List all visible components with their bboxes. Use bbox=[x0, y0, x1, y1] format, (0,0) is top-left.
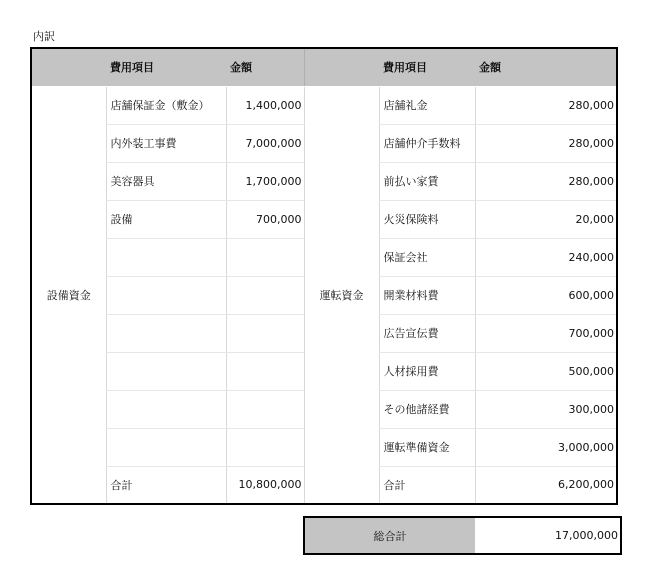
left-subtotal-value: 10,800,000 bbox=[226, 466, 304, 504]
left-item-cell bbox=[106, 390, 226, 428]
right-subtotal-value: 6,200,000 bbox=[475, 466, 617, 504]
right-amount-cell: 300,000 bbox=[475, 390, 617, 428]
left-amount-cell: 1,700,000 bbox=[226, 162, 304, 200]
header-amount-right: 金額 bbox=[475, 48, 617, 86]
left-amount-cell: 7,000,000 bbox=[226, 124, 304, 162]
right-item-cell: 店舗礼金 bbox=[379, 86, 475, 124]
right-amount-cell: 280,000 bbox=[475, 124, 617, 162]
grand-total-value: 17,000,000 bbox=[555, 529, 618, 542]
left-amount-cell bbox=[226, 428, 304, 466]
left-amount-cell bbox=[226, 390, 304, 428]
caption: 内訳 bbox=[33, 30, 55, 43]
right-item-cell: 火災保険料 bbox=[379, 200, 475, 238]
left-item-cell bbox=[106, 238, 226, 276]
right-amount-cell: 700,000 bbox=[475, 314, 617, 352]
left-amount-cell bbox=[226, 314, 304, 352]
right-amount-cell: 280,000 bbox=[475, 162, 617, 200]
left-amount-cell bbox=[226, 276, 304, 314]
grand-total-table bbox=[303, 516, 622, 555]
right-item-cell: 広告宣伝費 bbox=[379, 314, 475, 352]
header-item-left: 費用項目 bbox=[106, 48, 226, 86]
right-item-cell: 保証会社 bbox=[379, 238, 475, 276]
left-subtotal-label: 合計 bbox=[106, 466, 226, 504]
left-item-cell bbox=[106, 352, 226, 390]
table-header-row bbox=[31, 48, 617, 86]
right-amount-cell: 20,000 bbox=[475, 200, 617, 238]
header-group-left bbox=[31, 48, 106, 86]
left-amount-cell: 1,400,000 bbox=[226, 86, 304, 124]
table-row bbox=[31, 86, 617, 124]
right-amount-cell: 3,000,000 bbox=[475, 428, 617, 466]
right-amount-cell: 500,000 bbox=[475, 352, 617, 390]
left-item-cell: 設備 bbox=[106, 200, 226, 238]
header-item-right: 費用項目 bbox=[379, 48, 475, 86]
left-group-cell: 設備資金 bbox=[46, 288, 91, 302]
left-item-cell: 美容器具 bbox=[106, 162, 226, 200]
left-item-cell bbox=[106, 314, 226, 352]
right-amount-cell: 600,000 bbox=[475, 276, 617, 314]
right-amount-cell: 240,000 bbox=[475, 238, 617, 276]
right-item-cell: 人材採用費 bbox=[379, 352, 475, 390]
left-amount-cell: 700,000 bbox=[226, 200, 304, 238]
left-item-cell bbox=[106, 428, 226, 466]
right-subtotal-label: 合計 bbox=[379, 466, 475, 504]
left-item-cell bbox=[106, 276, 226, 314]
right-item-cell: 運転準備資金 bbox=[379, 428, 475, 466]
right-item-cell: 開業材料費 bbox=[379, 276, 475, 314]
right-item-cell: 前払い家賃 bbox=[379, 162, 475, 200]
left-item-cell: 内外装工事費 bbox=[106, 124, 226, 162]
right-amount-cell: 280,000 bbox=[475, 86, 617, 124]
grand-total-label: 総合計 bbox=[304, 517, 475, 554]
left-amount-cell bbox=[226, 352, 304, 390]
breakdown-table bbox=[30, 47, 618, 505]
left-item-cell: 店舗保証金（敷金） bbox=[106, 86, 226, 124]
right-item-cell: 店舗仲介手数料 bbox=[379, 124, 475, 162]
header-group-right bbox=[304, 48, 379, 86]
right-item-cell: その他諸経費 bbox=[379, 390, 475, 428]
header-amount-left: 金額 bbox=[226, 48, 304, 86]
right-group-cell: 運転資金 bbox=[304, 86, 379, 504]
grand-total-row bbox=[304, 517, 621, 554]
left-amount-cell bbox=[226, 238, 304, 276]
